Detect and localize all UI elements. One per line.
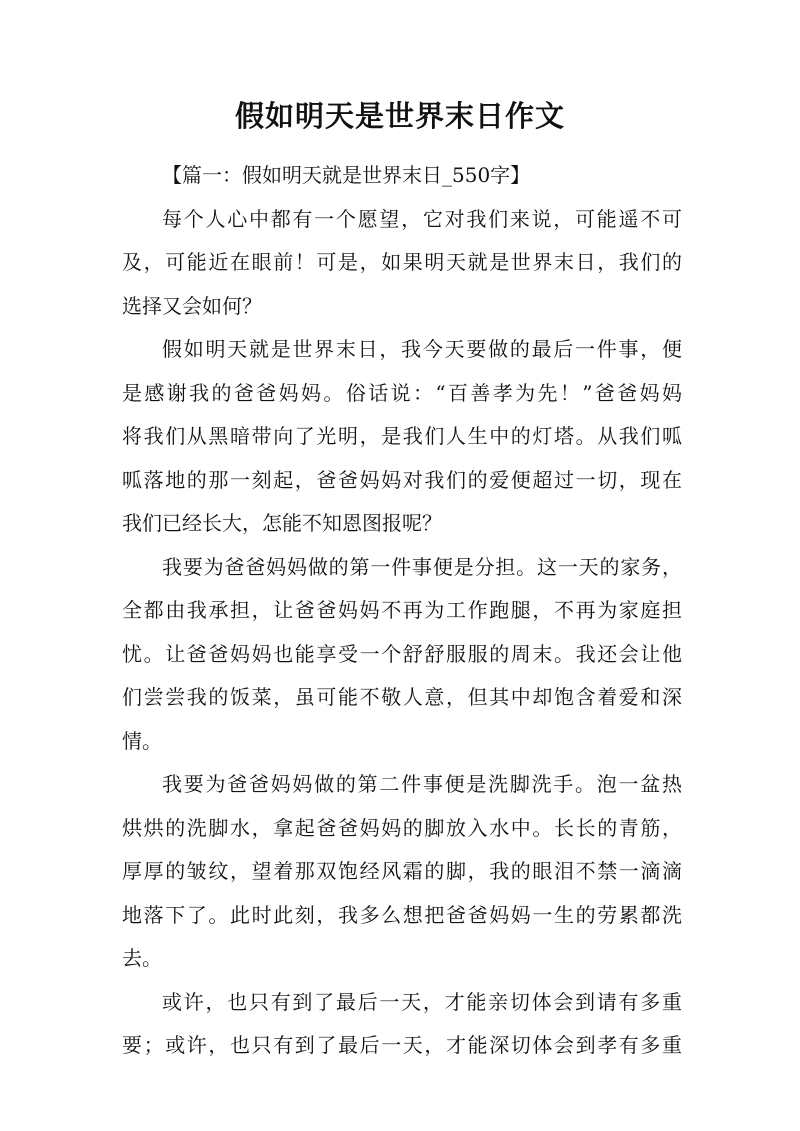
paragraph-3-line-5: 情。 [122, 728, 162, 753]
paragraph-4-line-4: 地落下了。此时此刻，我多么想把爸爸妈妈一生的劳累都洗 [122, 902, 682, 927]
paragraph-3-line-1: 我要为爸爸妈妈做的第一件事便是分担。这一天的家务， [162, 554, 682, 579]
paragraph-2-line-2: 是感谢我的爸爸妈妈。俗话说：“百善孝为先！”爸爸妈妈 [122, 380, 682, 405]
paragraph-2-line-1: 假如明天就是世界末日，我今天要做的最后一件事，便 [162, 337, 682, 361]
paragraph-4-line-2: 烘烘的洗脚水，拿起爸爸妈妈的脚放入水中。长长的青筋， [122, 815, 682, 840]
paragraph-1-line-3: 选择又会如何？ [122, 293, 262, 318]
paragraph-5-line-1: 或许，也只有到了最后一天，才能亲切体会到请有多重 [162, 989, 682, 1014]
paragraph-4-line-1: 我要为爸爸妈妈做的第二件事便是洗脚洗手。泡一盆热 [162, 772, 682, 796]
paragraph-1-line-2: 及，可能近在眼前！可是，如果明天就是世界末日，我们的 [122, 250, 682, 274]
paragraph-2-line-3: 将我们从黑暗带向了光明，是我们人生中的灯塔。从我们呱 [122, 424, 682, 448]
paragraph-3-line-3: 忧。让爸爸妈妈也能享受一个舒舒服服的周末。我还会让他 [122, 641, 682, 666]
paragraph-5-line-2: 要；或许，也只有到了最后一天，才能深切体会到孝有多重 [122, 1033, 682, 1057]
document-body [122, 154, 682, 1068]
document-title: 假如明天是世界末日作文 [234, 99, 565, 133]
paragraph-4-line-5: 去。 [122, 946, 162, 970]
section-heading: 【篇一：假如明天就是世界末日_550字】 [162, 163, 531, 187]
paragraph-2-line-5: 我们已经长大，怎能不知恩图报呢？ [122, 511, 442, 535]
paragraph-3-line-4: 们尝尝我的饭菜，虽可能不敬人意，但其中却饱含着爱和深 [122, 685, 682, 709]
paragraph-3-line-2: 全都由我承担，让爸爸妈妈不再为工作跑腿，不再为家庭担 [122, 598, 682, 622]
paragraph-2-line-4: 呱落地的那一刻起，爸爸妈妈对我们的爱便超过一切，现在 [122, 467, 682, 492]
paragraph-1-line-1: 每个人心中都有一个愿望，它对我们来说，可能遥不可 [162, 206, 682, 231]
paragraph-4-line-3: 厚厚的皱纹，望着那双饱经风霜的脚，我的眼泪不禁一滴滴 [122, 859, 682, 883]
